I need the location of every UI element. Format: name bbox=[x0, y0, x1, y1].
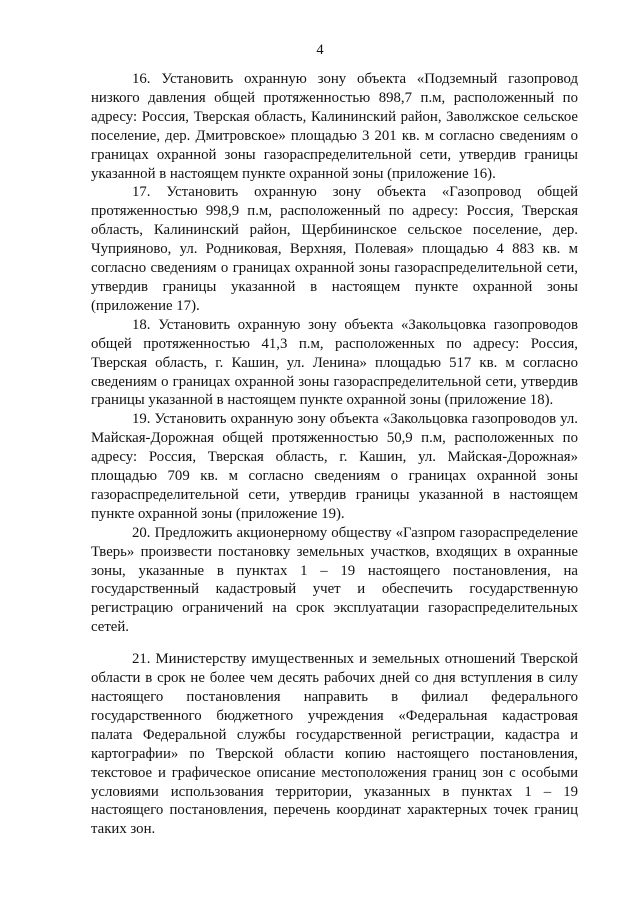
paragraph-17: 17. Установить охранную зону объекта «Газопровод общей протяженностью 998,9 п.м, расположенный по адресу: Россия, Тверская область, Калининский район, Щербининское сельское поселение, дер. Чуприяново, ул. Родниковая, Верхняя, Полевая» площадью 4 883 кв. м согласно сведениям о границах охранной зоны газораспределительной сети, утвердив границы указанной в настоящем пункте охранной зоны (приложение 17). bbox=[91, 184, 578, 314]
document-body bbox=[91, 70, 578, 839]
paragraph-18: 18. Установить охранную зону объекта «Закольцовка газопроводов общей протяженностью 41,3 п.м, расположенных по адресу: Россия, Тверская область, г. Кашин, ул. Ленина» площадью 517 кв. м согласно сведениям о границах охранной зоны газораспределительной сети, утвердив границы указанной в настоящем пункте охранной зоны (приложение 18). bbox=[91, 316, 578, 409]
paragraph-16: 16. Установить охранную зону объекта «Подземный газопровод низкого давления общей протяженностью 898,7 п.м, расположенный по адресу: Россия, Тверская область, Калининский район, Заволжское сельское поселение, дер. Дмитровское» площадью 3 201 кв. м согласно сведениям о границах охранной зоны газораспределительной сети, утвердив границы указанной в настоящем пункте охранной зоны (приложение 16). bbox=[91, 71, 578, 182]
paragraph-19: 19. Установить охранную зону объекта «Закольцовка газопроводов ул. Майская-Дорожная общей протяженностью 50,9 п.м, расположенных по адресу: Россия, Тверская область, г. Кашин, ул. Майская-Дорожная» площадью 709 кв. м согласно сведениям о границах охранной зоны газораспределительной сети, утвердив границы указанной в настоящем пункте охранной зоны (приложение 19). bbox=[91, 411, 578, 522]
paragraph-20: 20. Предложить акционерному обществу «Газпром газораспределение Тверь» произвести постановку земельных участков, входящих в охранные зоны, указанные в пунктах 1 – 19 настоящего постановления, на государственный кадастровый учет и обеспечить государственную регистрацию ограничений на срок эксплуатации газораспределительных сетей. bbox=[91, 524, 578, 636]
paragraph-21: 21. Министерству имущественных и земельных отношений Тверской области в срок не более чем десять рабочих дней со дня вступления в силу настоящего постановления направить в филиал федерального государственного бюджетного учреждения «Федеральная кадастровая палата Федеральной службы государственной регистрации, кадастра и картографии» по Тверской области копию настоящего постановления, текстовое и графическое описание местоположения границ зон с особыми условиями использования территории, указанных в пунктах 1 – 19 настоящего постановления, перечень координат характерных точек границ таких зон. bbox=[91, 651, 578, 838]
page-number: 4 bbox=[316, 42, 324, 58]
